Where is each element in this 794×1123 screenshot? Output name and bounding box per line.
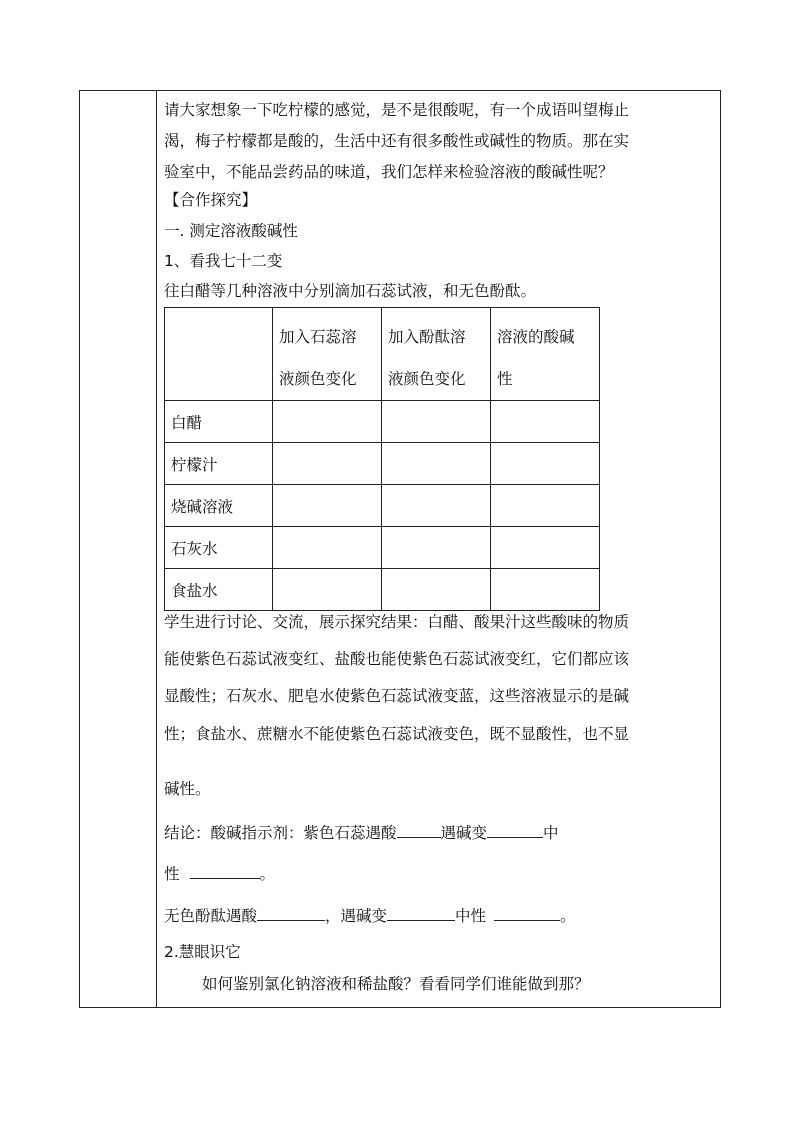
indicator-table bbox=[164, 307, 600, 611]
section-heading: 【合作探究】 bbox=[164, 191, 258, 209]
item2-title: 2.慧眼识它 bbox=[164, 943, 241, 961]
intro-line-1: 请大家想象一下吃柠檬的感觉，是不是很酸呢，有一个成语叫望梅止 bbox=[164, 101, 630, 119]
conclusion-line-3: 无色酚酞遇酸 ，遇碱变 中性 。 bbox=[164, 904, 576, 926]
blank-phenol-neutral[interactable] bbox=[494, 904, 560, 921]
table-row bbox=[165, 443, 600, 485]
answer-cell[interactable] bbox=[273, 443, 382, 485]
row-label: 食盐水 bbox=[165, 569, 273, 611]
answer-cell[interactable] bbox=[382, 443, 491, 485]
conclusion-line-2: 性 。 bbox=[164, 862, 275, 884]
blank-phenol-base[interactable] bbox=[387, 904, 455, 921]
blank-litmus-acid[interactable] bbox=[397, 821, 441, 838]
discussion-line-2: 能使紫色石蕊试液变红、盐酸也能使紫色石蕊试液变红，它们都应该 bbox=[164, 650, 630, 668]
header-cell-phenolphthalein: 加入酚酞溶 液颜色变化 bbox=[382, 308, 491, 401]
answer-cell[interactable] bbox=[382, 485, 491, 527]
row-label: 柠檬汁 bbox=[165, 443, 273, 485]
answer-cell[interactable] bbox=[491, 401, 600, 443]
discussion-line-3: 显酸性；石灰水、肥皂水使紫色石蕊试液变蓝，这些溶液显示的是碱 bbox=[164, 687, 630, 705]
answer-cell[interactable] bbox=[491, 485, 600, 527]
answer-cell[interactable] bbox=[273, 527, 382, 569]
blank-litmus-base[interactable] bbox=[487, 821, 543, 838]
column-divider bbox=[156, 90, 157, 1008]
header-cell-acidity: 溶液的酸碱 性 bbox=[491, 308, 600, 401]
discussion-line-5: 碱性。 bbox=[164, 780, 211, 798]
answer-cell[interactable] bbox=[273, 401, 382, 443]
blank-phenol-acid[interactable] bbox=[257, 904, 325, 921]
answer-cell[interactable] bbox=[273, 569, 382, 611]
blank-litmus-neutral[interactable] bbox=[190, 862, 260, 879]
answer-cell[interactable] bbox=[382, 527, 491, 569]
answer-cell[interactable] bbox=[382, 401, 491, 443]
table-row bbox=[165, 485, 600, 527]
header-cell-litmus: 加入石蕊溶 液颜色变化 bbox=[273, 308, 382, 401]
discussion-line-4: 性；食盐水、蔗糖水不能使紫色石蕊试液变色，既不显酸性，也不显 bbox=[164, 725, 630, 743]
item1-instruction: 往白醋等几种溶液中分别滴加石蕊试液，和无色酚酞。 bbox=[164, 282, 537, 300]
table-header-row bbox=[165, 308, 600, 401]
conclusion-line-1: 结论：酸碱指示剂：紫色石蕊遇酸 遇碱变 中 bbox=[164, 821, 559, 843]
answer-cell[interactable] bbox=[491, 443, 600, 485]
table-row bbox=[165, 569, 600, 611]
answer-cell[interactable] bbox=[273, 485, 382, 527]
answer-cell[interactable] bbox=[491, 569, 600, 611]
answer-cell[interactable] bbox=[491, 527, 600, 569]
item1-title: 1、看我七十二变 bbox=[164, 252, 283, 270]
item2-question: 如何鉴别氯化钠溶液和稀盐酸？看看同学们谁能做到那？ bbox=[202, 975, 590, 993]
row-label: 石灰水 bbox=[165, 527, 273, 569]
row-label: 白醋 bbox=[165, 401, 273, 443]
intro-line-3: 验室中，不能品尝药品的味道，我们怎样来检验溶液的酸碱性呢？ bbox=[164, 163, 614, 181]
part1-title: 一. 测定溶液酸碱性 bbox=[164, 222, 298, 240]
header-cell-empty bbox=[165, 308, 273, 401]
table-row bbox=[165, 527, 600, 569]
answer-cell[interactable] bbox=[382, 569, 491, 611]
table-row bbox=[165, 401, 600, 443]
discussion-line-1: 学生进行讨论、交流，展示探究结果：白醋、酸果汁这些酸味的物质 bbox=[164, 613, 630, 631]
row-label: 烧碱溶液 bbox=[165, 485, 273, 527]
intro-line-2: 渴，梅子柠檬都是酸的，生活中还有很多酸性或碱性的物质。那在实 bbox=[164, 132, 630, 150]
